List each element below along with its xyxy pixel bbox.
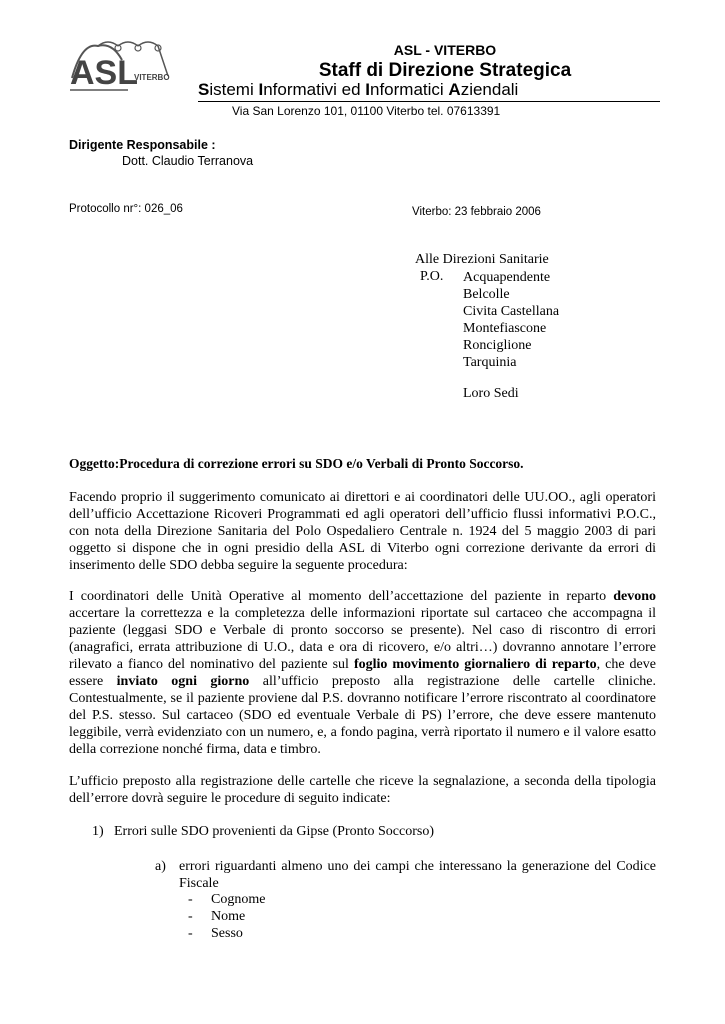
- logo-subtext: VITERBO: [134, 73, 170, 82]
- organization-name: ASL - VITERBO: [393, 42, 497, 58]
- paragraph-2-text: accertare la correttezza e la completezza delle informazioni riportate sul cartaceo che accompagna il paziente (leggasi SDO e Verbale di pronto soccorso se presente). Nel caso di riscontro di errori (anagrafici, errata attribuzione di U.O., data e ora di ricovero, e/o altri…) dovranno annotare l’errore rilevato a fianco del nominativo del paziente sul: [69, 606, 656, 672]
- recipients-header: Alle Direzioni Sanitarie: [415, 252, 549, 267]
- recipient-place: Tarquinia: [463, 355, 517, 370]
- paragraph-2-text: all’ufficio preposto alla registrazione delle cartelle cliniche. Contestualmente, se il paziente proviene dal P.S. dovranno notificare l’errore riscontrato al coordinatore del P.S. stesso. Sul cartaceo (SDO ed eventuale Verbale di PS) l’errore, che deve essere mantenuto leggibile, verrà evidenziato con un numero, e, a fondo pagina, verrà riportato il numero e il valore esatto della correzione nonché firma, data e timbro.: [69, 674, 656, 757]
- asl-logo: [68, 38, 172, 96]
- recipient-place: Ronciglione: [463, 338, 532, 353]
- paragraph-3: L’ufficio preposto alla registrazione delle cartelle che riceve la segnalazione, a seconda della tipologia dell’errore dovrà seguire le procedure di seguito indicate:: [69, 774, 656, 806]
- header-divider: [198, 101, 660, 102]
- address-line: Via San Lorenzo 101, 01100 Viterbo tel. 07613391: [232, 104, 501, 118]
- list-item-1-marker: 1): [92, 824, 104, 839]
- system-part-3: nformatici: [369, 80, 449, 99]
- list-item: [188, 891, 265, 908]
- system-initial-i2: I: [365, 80, 370, 99]
- system-part-1: istemi: [209, 80, 259, 99]
- list-item-a-marker: a): [155, 859, 166, 874]
- department-name: Staff di Direzione Strategica: [318, 60, 572, 81]
- list-item: [188, 908, 265, 925]
- paragraph-2-bold-foglio: foglio movimento giornaliero di reparto: [353, 657, 597, 672]
- paragraph-2-bold-inviato: inviato ogni giorno: [116, 674, 250, 689]
- field-name: Sesso: [211, 926, 243, 941]
- paragraph-2-text: I coordinatori delle Unità Operative al momento dell’accettazione del paziente in reparto: [69, 589, 614, 604]
- dash-bullet: -: [188, 909, 193, 924]
- recipients-closing: Loro Sedi: [463, 386, 519, 401]
- system-part-2: nformativi ed: [263, 80, 366, 99]
- recipient-place: Acquapendente: [463, 270, 551, 285]
- recipient-place: Montefiascone: [463, 321, 547, 336]
- system-initial-s: S: [198, 80, 210, 99]
- protocol-number: Protocollo nr°: 026_06: [69, 203, 183, 215]
- field-name: Nome: [211, 909, 246, 924]
- list-item-a: [155, 858, 656, 892]
- director-name: Dott. Claudio Terranova: [122, 154, 254, 168]
- field-name: Cognome: [211, 892, 266, 907]
- letter-date: Viterbo: 23 febbraio 2006: [412, 206, 541, 218]
- dash-bullet: -: [188, 892, 193, 907]
- list-item-1: [92, 824, 434, 840]
- system-part-4: ziendali: [460, 80, 519, 99]
- fiscal-code-fields: [188, 891, 265, 942]
- paragraph-2-bold-devono: devono: [613, 589, 656, 604]
- paragraph-1: Facendo proprio il suggerimento comunicato ai direttori e ai coordinatori delle UU.OO., agli operatori dell’ufficio Accettazione Ricoveri Programmati ed agli operatori dell’ufficio flussi informativi P.O.C., con nota della Direzione Sanitaria del Polo Ospedaliero Centrale n. 1924 del 5 maggio 2003 di pari oggetto si dispone che in ogni presidio della ASL di Viterbo ogni correzione derivante da errori di inserimento delle SDO debba seguire la seguente procedura:: [69, 490, 656, 573]
- asl-logo-graphic: [68, 38, 172, 96]
- recipients-po-label: P.O.: [420, 269, 444, 284]
- dash-bullet: -: [188, 926, 193, 941]
- paragraph-2-text: , che deve essere: [69, 657, 656, 689]
- logo-letter-a: ASL: [70, 54, 138, 92]
- list-item-a-text: errori riguardanti almeno uno dei campi che interessano la generazione del Codice Fiscale: [179, 859, 656, 891]
- list-item: [188, 925, 265, 942]
- list-item-1-text: Errori sulle SDO provenienti da Gipse (Pronto Soccorso): [114, 824, 434, 839]
- recipient-place: Belcolle: [463, 287, 510, 302]
- recipient-place: Civita Castellana: [463, 304, 560, 319]
- director-label: Dirigente Responsabile :: [69, 138, 216, 152]
- system-initial-i1: I: [258, 80, 264, 99]
- letter-subject: Oggetto:Procedura di correzione errori su SDO e/o Verbali di Pronto Soccorso.: [69, 456, 524, 471]
- recipients-places: [463, 269, 559, 371]
- system-name: [198, 80, 518, 100]
- paragraph-2: [69, 588, 656, 758]
- system-initial-a: A: [448, 80, 461, 99]
